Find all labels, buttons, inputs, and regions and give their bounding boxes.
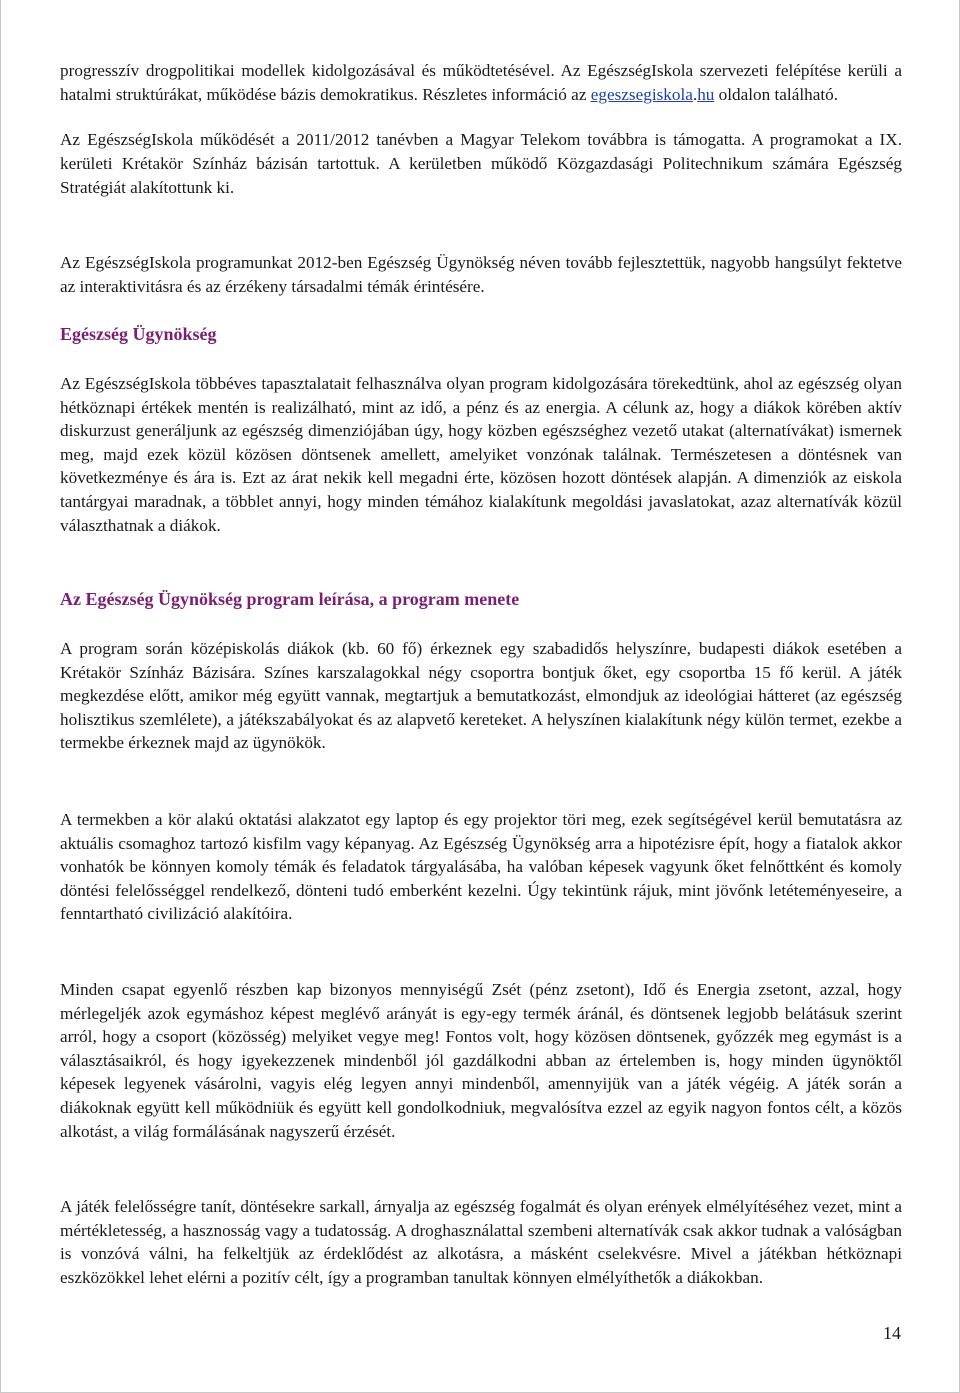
website-link-tld[interactable]: hu <box>697 85 715 104</box>
paragraph-program-course: A program során középiskolás diákok (kb. 60 fő) érkeznek egy szabadidős helyszínre, budapesti diákok esetében a Krétakör Színház Bázisára. Színes karszalagokkal négy csoportra bontjuk őket, egy csoportba 15 fő kerül. A játék megkezdése előtt, amikor még együtt vannak, megtartjuk a bemutatkozást, elmondjuk az ideológiai hátteret (az egészség holisztikus szemlélete), a játékszabályokat és az alapvető kereteket. A helyszínen kialakítunk négy külön termet, ezekbe a termekbe érkeznek majd az ügynökök. <box>60 639 902 753</box>
website-link[interactable]: egeszsegiskola <box>590 85 693 104</box>
paragraph-intro: progresszív drogpolitikai modellek kidolgozásával és működtetésével. Az EgészségIskola szervezeti felépítése kerüli a hatalmi struktúrákat, működése bázis demokratikus. Részletes információ az egeszsegiskola.hu oldalon található. <box>60 61 902 104</box>
page-number: 14 <box>883 1323 901 1343</box>
paragraph-intro-text: progresszív drogpolitikai modellek kidolgozásával és működtetésével. Az EgészségIskola szervezeti felépítése kerüli a hatalmi struktúrákat, működése bázis demokratikus. Részletes információ az <box>60 61 902 104</box>
section-heading-agency: Egészség Ügynökség <box>60 324 217 344</box>
paragraph-intro-text-end: oldalon található. <box>714 85 838 104</box>
paragraph-goals: Az EgészségIskola többéves tapasztalatait felhasználva olyan program kidolgozására törekedtünk, ahol az egészség olyan hétköznapi értékek mentén is realizálható, mint az idő, a pénz és az energia. A célunk az, hogy a diákok körében aktív diskurzust generáljunk az egészség dimenziójában úgy, hogy közben egészséghez vezető utakat (alternatívákat) ismernek meg, majd ezek közül közösen döntsenek amellett, amelyiket vonzónak találnak. Természetesen a döntésnek van következménye és ára is. Ezt az árat nekik kell megadni érte, közösen hozott döntések alapján. A dimenziók az eiskola tantárgyai maradnak, a többlet annyi, hogy minden témához kialakítunk megoldási javaslatokat, azaz alternatívák közül választhatnak a diákok. <box>60 374 902 535</box>
paragraph-rooms: A termekben a kör alakú oktatási alakzatot egy laptop és egy projektor töri meg, ezek segítségével kerül bemutatásra az aktuális csomaghoz tartozó kisfilm vagy képanyag. Az Egészség Ügynökség arra a hipotézisre épít, hogy a fiatalok akkor vonhatók be könnyen komoly témák és feladatok tárgyalásába, ha valóban képesek vagyunk őket felnőttként és komoly döntési felelősséggel rendelkező, dönteni tudó emberként kezelni. Úgy tekintünk rájuk, mint jövőnk letéteményeseire, a fenntartható civilizáció alakítóira. <box>60 810 902 924</box>
paragraph-support: Az EgészségIskola működését a 2011/2012 tanévben a Magyar Telekom továbbra is támogatta. A programokat a IX. kerületi Krétakör Színház bázisán tartottuk. A kerületben működő Közgazdasági Politechnikum számára Egészség Stratégiát alakítottunk ki. <box>60 130 902 197</box>
paragraph-development: Az EgészségIskola programunkat 2012-ben Egészség Ügynökség néven tovább fejlesztettük, nagyobb hangsúlyt fektetve az interaktivitásra és az érzékeny társadalmi témák érintésére. <box>60 253 902 296</box>
paragraph-responsibility: A játék felelősségre tanít, döntésekre sarkall, árnyalja az egészség fogalmát és olyan erények elmélyítéséhez vezet, mint a mértékletesség, a hasznosság vagy a tudatosság. A droghasználattal szembeni alternatívák csak akkor tudnak a valóságban is vonzóvá válni, ha felkeltjük az érdeklődést az alkotásra, a másként cselekvésre. Mivel a játékban hétköznapi eszközökkel lehet elérni a pozitív célt, így a programban tanultak könnyen elmélyíthetők a diákokban. <box>60 1197 902 1287</box>
paragraph-tokens: Minden csapat egyenlő részben kap bizonyos mennyiségű Zsét (pénz zsetont), Idő és Energia zsetont, azzal, hogy mérlegeljék azok egymáshoz képest meglévő arányát is egy-egy termék áránál, és döntsenek legjobb belátásuk szerint arról, hogy a csoport (közösség) melyiket vegye meg! Fontos volt, hogy közösen döntsenek, győzzék meg egymást is a választásaikról, és hogy igyekezzenek mindenből jól gazdálkodni abban az értelemben is, hogy minden ügynöktől képesek legyenek vásárolni, vagyis elég legyen annyi mindenből, amennyijük van a játék végéig. A játék során a diákoknak együtt kell működniük és együtt kell gondolkodniuk, megvalósítva ezzel az egyik nagyon fontos célt, a közös alkotást, a világ formálásának nagyszerű érzését. <box>60 980 902 1141</box>
section-heading-program: Az Egészség Ügynökség program leírása, a program menete <box>60 589 520 609</box>
